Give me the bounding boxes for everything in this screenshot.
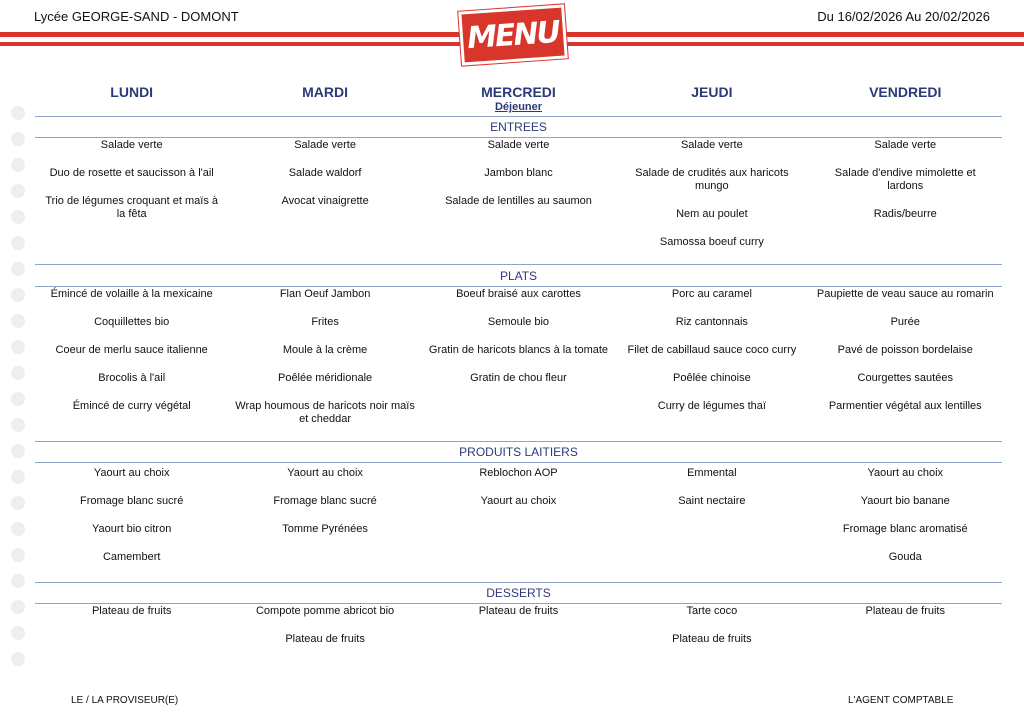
column-monday [35,467,228,579]
menu-item: Avocat vinaigrette [281,195,369,207]
binder-hole [11,626,25,640]
column-tuesday [228,467,421,579]
binder-hole [11,574,25,588]
column-friday [809,605,1002,661]
menu-item: Tarte coco [686,605,738,617]
binder-hole [11,496,25,510]
footer-accountant: L'AGENT COMPTABLE [848,695,954,706]
menu-item: Porc au caramel [671,288,752,300]
section-divider [35,462,1002,463]
column-tuesday [228,605,421,661]
menu-item: Poêlée chinoise [673,372,751,384]
binder-hole [11,600,25,614]
section-title-plats: PLATS [499,269,538,283]
menu-item: Fromage blanc sucré [273,495,377,507]
day-tuesday: MARDI [302,84,349,100]
day-headers [35,84,1002,100]
menu-item: Fromage blanc aromatisé [842,523,968,535]
day-friday: VENDREDI [869,84,942,100]
section-divider [35,137,1002,138]
menu-item: Gratin de haricots blancs à la tomate [428,344,609,356]
menu-item: Nem au poulet [676,208,748,220]
menu-item: Wrap houmous de haricots noir maïs et cheddar [235,400,415,425]
menu-item: Yaourt bio citron [92,523,172,535]
menu-item: Samossa boeuf curry [659,236,764,248]
menu-logo-text: MENU [465,14,561,56]
menu-item: Boeuf braisé aux carottes [456,288,581,300]
binder-hole [11,288,25,302]
section-divider [35,441,1002,442]
menu-item: Moule à la crème [282,344,368,356]
binder-hole [11,444,25,458]
menu-item: Poêlée méridionale [277,372,373,384]
section-plats [35,288,1002,441]
menu-item: Reblochon AOP [479,467,558,479]
menu-item: Salade de crudités aux haricots mungo [635,167,789,192]
binder-hole [11,262,25,276]
column-friday [809,139,1002,264]
binder-holes [11,106,25,678]
binder-hole [11,158,25,172]
section-title-entrees: ENTREES [490,120,547,134]
menu-item: Paupiette de veau sauce au romarin [816,288,994,300]
binder-hole [11,548,25,562]
binder-hole [11,236,25,250]
column-friday [809,288,1002,441]
binder-hole [11,652,25,666]
menu-item: Yaourt au choix [867,467,944,479]
menu-item: Salade verte [874,139,937,151]
menu-item: Curry de légumes thaï [657,400,766,412]
menu-logo [458,4,568,65]
column-wednesday [422,467,615,579]
menu-item: Purée [890,316,920,328]
menu-item: Salade verte [680,139,743,151]
menu-item: Radis/beurre [873,208,937,220]
menu-item: Duo de rosette et saucisson à l'ail [49,167,214,179]
school-name: Lycée GEORGE-SAND - DOMONT [34,9,239,24]
binder-hole [11,366,25,380]
section-divider [35,582,1002,583]
day-wednesday: MERCREDI [481,84,556,100]
menu-item: Pavé de poisson bordelaise [837,344,973,356]
binder-hole [11,392,25,406]
column-monday [35,605,228,661]
menu-item: Tomme Pyrénées [282,523,368,535]
section-title-dairy: PRODUITS LAITIERS [459,445,578,459]
column-monday [35,288,228,441]
binder-hole [11,184,25,198]
menu-item: Frites [311,316,339,328]
menu-item: Yaourt au choix [93,467,170,479]
menu-item: Coeur de merlu sauce italienne [55,344,208,356]
menu-item: Gratin de chou fleur [470,372,567,384]
menu-item: Filet de cabillaud sauce coco curry [627,344,797,356]
menu-item: Plateau de fruits [478,605,559,617]
binder-hole [11,314,25,328]
menu-item: Flan Oeuf Jambon [279,288,371,300]
meal-label: Déjeuner [494,101,543,113]
footer-principal: LE / LA PROVISEUR(E) [71,695,179,706]
section-dairy [35,467,1002,579]
menu-item: Plateau de fruits [91,605,172,617]
menu-item: Parmentier végétal aux lentilles [828,400,982,412]
menu-item: Salade verte [100,139,163,151]
menu-item: Emmental [687,467,737,479]
binder-hole [11,106,25,120]
menu-item: Compote pomme abricot bio [255,605,395,617]
day-monday: LUNDI [110,84,154,100]
menu-item: Yaourt au choix [480,495,557,507]
section-divider [35,603,1002,604]
column-tuesday [228,288,421,441]
column-friday [809,467,1002,579]
column-wednesday [422,288,615,441]
binder-hole [11,340,25,354]
menu-item: Plateau de fruits [672,633,752,645]
menu-item: Coquillettes bio [94,316,170,328]
menu-item: Salade waldorf [288,167,362,179]
menu-item: Salade d'endive mimolette et lardons [834,167,976,192]
menu-item: Saint nectaire [678,495,746,507]
binder-hole [11,418,25,432]
binder-hole [11,132,25,146]
menu-item: Émincé de curry végétal [72,400,191,412]
menu-item: Salade verte [487,139,550,151]
column-tuesday [228,139,421,264]
menu-item: Brocolis à l'ail [98,372,166,384]
column-thursday [615,288,808,441]
menu-item: Courgettes sautées [857,372,953,384]
day-thursday: JEUDI [691,84,733,100]
binder-hole [11,210,25,224]
menu-item: Plateau de fruits [865,605,945,617]
binder-hole [11,522,25,536]
menu-item: Yaourt au choix [287,467,363,479]
section-divider [35,264,1002,265]
column-thursday [615,139,808,264]
binder-hole [11,470,25,484]
column-thursday [615,467,808,579]
section-entrees [35,139,1002,264]
column-wednesday [422,605,615,661]
date-range: Du 16/02/2026 Au 20/02/2026 [817,9,990,24]
section-divider [35,116,1002,117]
menu-item: Plateau de fruits [285,633,365,645]
menu-item: Yaourt bio banane [860,495,950,507]
column-wednesday [422,139,615,264]
column-thursday [615,605,808,661]
menu-item: Fromage blanc sucré [80,495,184,507]
menu-item: Jambon blanc [484,167,553,179]
section-desserts [35,605,1002,661]
menu-item: Salade verte [294,139,356,151]
menu-item: Émincé de volaille à la mexicaine [50,288,213,300]
section-title-desserts: DESSERTS [486,586,551,600]
column-monday [35,139,228,264]
menu-item: Semoule bio [487,316,550,328]
section-divider [35,286,1002,287]
menu-item: Camembert [102,551,161,563]
menu-item: Trio de légumes croquant et maïs à la fêta [45,195,218,220]
menu-item: Riz cantonnais [675,316,748,328]
menu-item: Gouda [888,551,922,563]
menu-item: Salade de lentilles au saumon [445,195,592,207]
